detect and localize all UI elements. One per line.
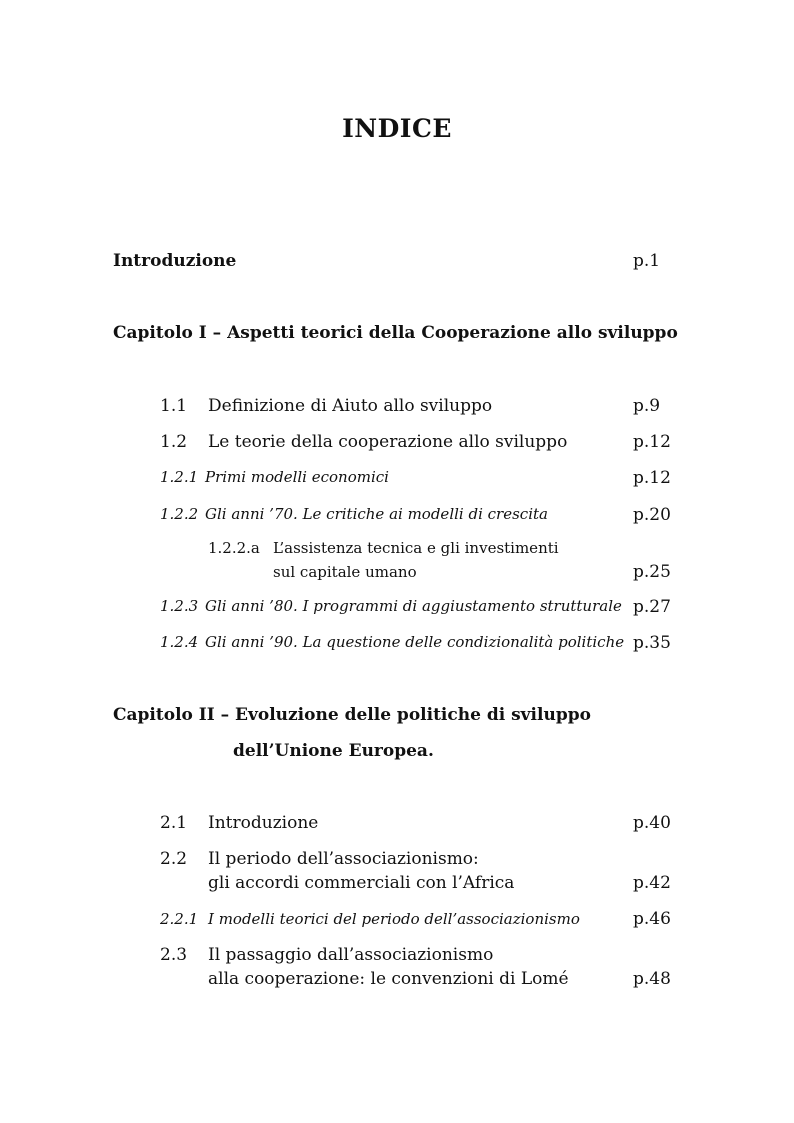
toc-entry-number: 1.2.1 [160,468,199,486]
toc-entry-page: p.9 [633,396,661,416]
toc-entry-page: p.12 [633,468,671,488]
toc-entry-text-line2[interactable]: sul capitale umano [273,563,417,581]
toc-entry-number: 1.2 [160,432,188,452]
chapter-2-heading[interactable]: Capitolo II – Evoluzione delle politiche di sviluppo [113,705,591,725]
toc-entry-text[interactable]: Le teorie della cooperazione allo sviluppo [208,432,568,452]
chapter-2-heading-line2[interactable]: dell’Unione Europea. [233,741,434,761]
toc-entry-page: p.48 [633,969,671,989]
toc-intro-page: p.1 [633,251,661,271]
toc-entry-text[interactable]: Definizione di Aiuto allo sviluppo [208,396,493,416]
toc-entry-text[interactable]: Gli anni ’90. La questione delle condizionalità politiche [205,633,625,651]
toc-entry-page: p.40 [633,813,671,833]
toc-entry-number: 1.2.2.a [208,539,260,557]
toc-entry-text[interactable]: Primi modelli economici [205,468,389,486]
toc-entry-text-line1[interactable]: L’assistenza tecnica e gli investimenti [273,539,559,557]
toc-entry-text[interactable]: Gli anni ’80. I programmi di aggiustamento strutturale [205,597,622,615]
toc-entry-text-line2[interactable]: gli accordi commerciali con l’Africa [208,873,515,893]
toc-entry-number: 2.2 [160,849,188,869]
toc-entry-text[interactable]: Gli anni ’70. Le critiche ai modelli di crescita [205,505,548,523]
chapter-1-heading[interactable]: Capitolo I – Aspetti teorici della Cooperazione allo sviluppo [113,323,678,343]
toc-entry-number: 1.1 [160,396,188,416]
toc-entry-page: p.25 [633,562,671,582]
toc-entry-page: p.42 [633,873,671,893]
page-title: INDICE [342,114,452,143]
toc-entry-number: 1.2.2 [160,505,199,523]
toc-entry-page: p.12 [633,432,671,452]
toc-entry-text-line1[interactable]: Il passaggio dall’associazionismo [208,945,494,965]
toc-entry-text-line2[interactable]: alla cooperazione: le convenzioni di Lomé [208,969,569,989]
toc-intro-label[interactable]: Introduzione [113,251,237,271]
toc-entry-number: 2.2.1 [160,910,199,928]
toc-entry-text-line1[interactable]: Il periodo dell’associazionismo: [208,849,479,869]
toc-entry-page: p.20 [633,505,671,525]
toc-entry-page: p.27 [633,597,671,617]
toc-entry-text[interactable]: Introduzione [208,813,319,833]
toc-entry-number: 1.2.4 [160,633,199,651]
toc-entry-page: p.35 [633,633,671,653]
toc-entry-number: 1.2.3 [160,597,199,615]
toc-entry-number: 2.3 [160,945,188,965]
toc-entry-text[interactable]: I modelli teorici del periodo dell’associazionismo [208,910,580,928]
toc-entry-page: p.46 [633,909,671,929]
toc-entry-number: 2.1 [160,813,188,833]
